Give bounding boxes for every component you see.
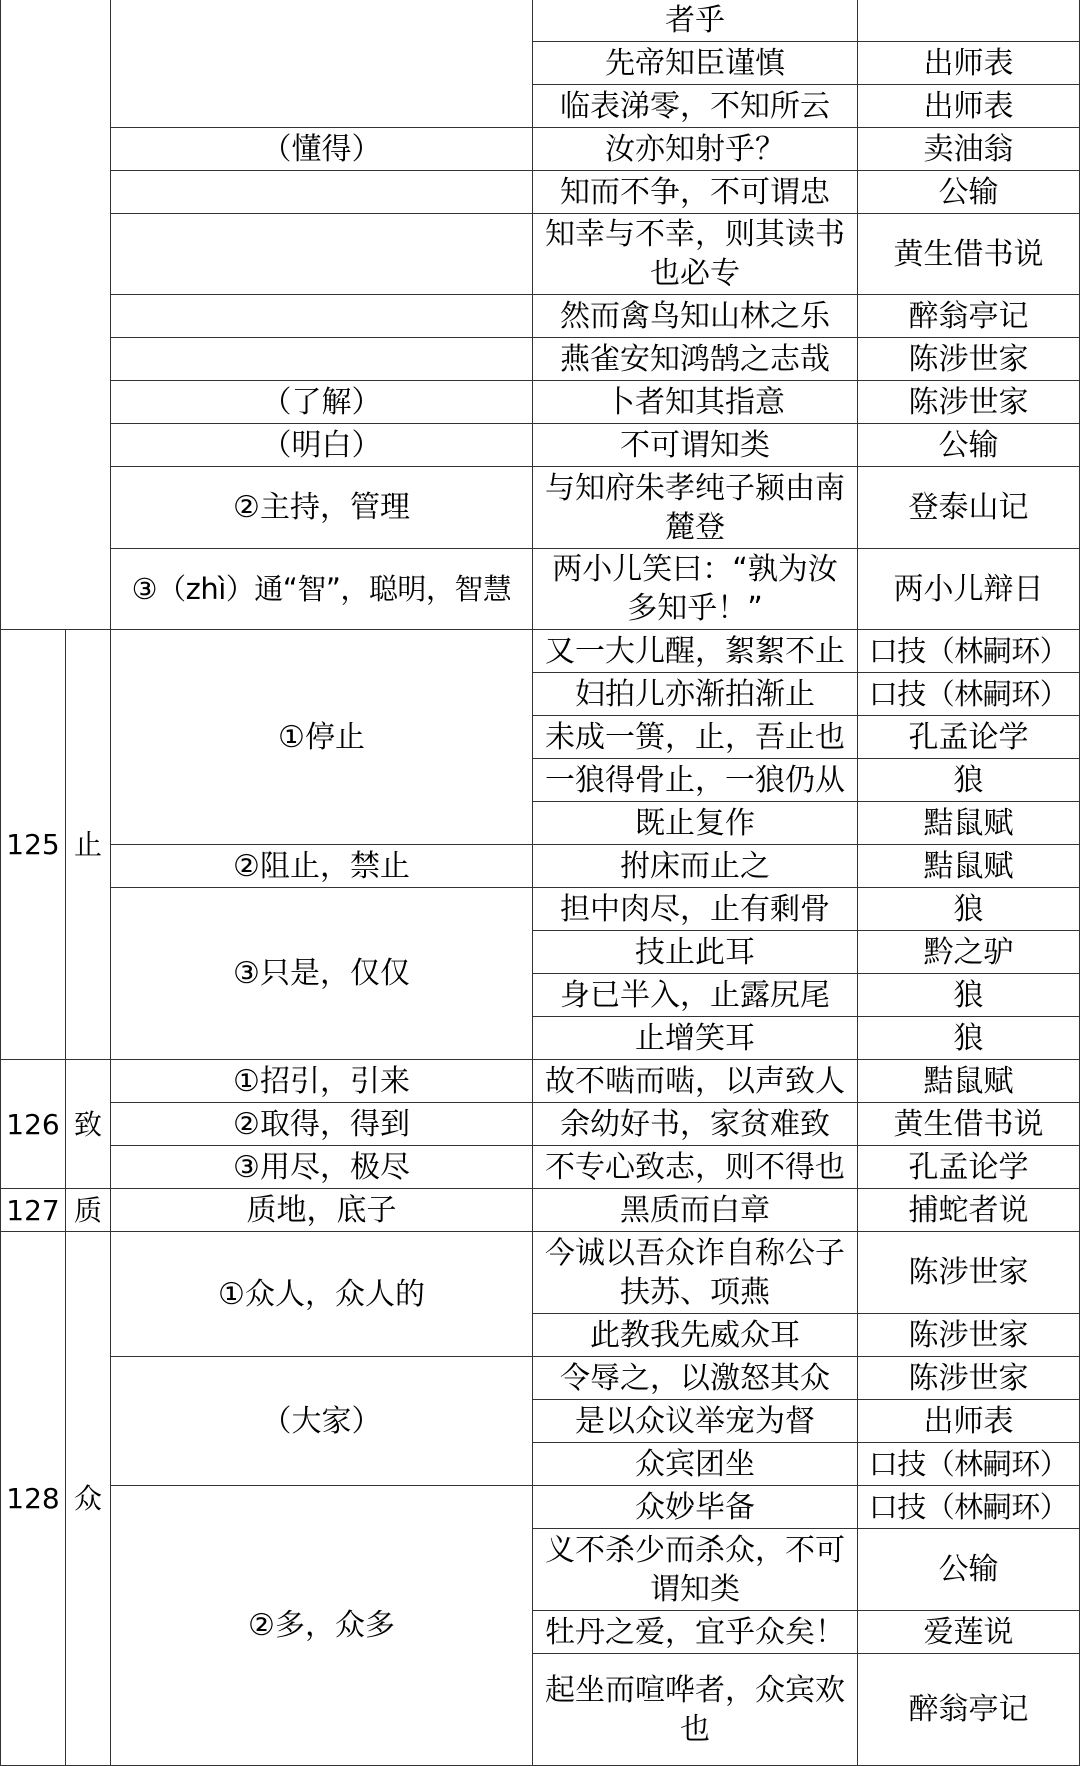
sense-label: ①众人，众人的 <box>111 1232 533 1357</box>
sense-label: ③只是，仅仅 <box>111 888 533 1060</box>
source-text: 狼 <box>858 888 1080 931</box>
example-sentence: 牡丹之爱，宜乎众矣！ <box>533 1611 858 1654</box>
source-text: 口技（林嗣环） <box>858 630 1080 673</box>
source-text: 黠鼠赋 <box>858 1060 1080 1103</box>
entry-character: 质 <box>66 1189 111 1232</box>
source-text: 爱莲说 <box>858 1611 1080 1654</box>
source-text: 醉翁亭记 <box>858 1654 1080 1766</box>
example-sentence: 先帝知臣谨慎 <box>533 42 858 85</box>
example-sentence: 又一大儿醒，絮絮不止 <box>533 630 858 673</box>
example-sentence: 令辱之，以激怒其众 <box>533 1357 858 1400</box>
sense-label: ②阻止，禁止 <box>111 845 533 888</box>
example-sentence: 众妙毕备 <box>533 1486 858 1529</box>
sense-label: ③用尽，极尽 <box>111 1146 533 1189</box>
entry-number: 127 <box>0 1189 66 1232</box>
sense-label: ③（zhì）通“智”，聪明，智慧 <box>111 549 533 630</box>
entry-blank <box>0 0 111 630</box>
source-text: 公输 <box>858 1529 1080 1611</box>
example-sentence: 临表涕零，不知所云 <box>533 85 858 128</box>
source-text: 狼 <box>858 1017 1080 1060</box>
sense-label <box>111 338 533 381</box>
source-text: 陈涉世家 <box>858 1232 1080 1314</box>
source-text: 黠鼠赋 <box>858 845 1080 888</box>
sense-label <box>111 214 533 295</box>
example-sentence: 义不杀少而杀众，不可 谓知类 <box>533 1529 858 1611</box>
entry-number: 128 <box>0 1232 66 1766</box>
source-text: 口技（林嗣环） <box>858 673 1080 716</box>
entry-character: 止 <box>66 630 111 1060</box>
source-text: 口技（林嗣环） <box>858 1443 1080 1486</box>
source-text: 黔之驴 <box>858 931 1080 974</box>
example-sentence: 不专心致志，则不得也 <box>533 1146 858 1189</box>
example-sentence: 技止此耳 <box>533 931 858 974</box>
entry-number: 125 <box>0 630 66 1060</box>
sense-label: （了解） <box>111 381 533 424</box>
sense-label: ②主持，管理 <box>111 467 533 549</box>
example-sentence: 汝亦知射乎？ <box>533 128 858 171</box>
source-text: 陈涉世家 <box>858 1357 1080 1400</box>
source-text: 陈涉世家 <box>858 1314 1080 1357</box>
source-text: 出师表 <box>858 85 1080 128</box>
sense-label: ②取得，得到 <box>111 1103 533 1146</box>
source-text: 狼 <box>858 759 1080 802</box>
example-sentence: 知幸与不幸，则其读书 也必专 <box>533 214 858 295</box>
example-sentence: 众宾团坐 <box>533 1443 858 1486</box>
example-sentence: 知而不争，不可谓忠 <box>533 171 858 214</box>
example-sentence: 既止复作 <box>533 802 858 845</box>
example-sentence: 者乎 <box>533 0 858 42</box>
example-sentence: 与知府朱孝纯子颍由南 麓登 <box>533 467 858 549</box>
source-text: 狼 <box>858 974 1080 1017</box>
source-text: 卖油翁 <box>858 128 1080 171</box>
source-text: 出师表 <box>858 42 1080 85</box>
example-sentence: 余幼好书，家贫难致 <box>533 1103 858 1146</box>
source-text: 黄生借书说 <box>858 1103 1080 1146</box>
source-text: 孔孟论学 <box>858 1146 1080 1189</box>
entry-character: 致 <box>66 1060 111 1189</box>
source-text: 陈涉世家 <box>858 338 1080 381</box>
example-sentence: 未成一篑，止，吾止也 <box>533 716 858 759</box>
sense-label: （懂得） <box>111 128 533 171</box>
example-sentence: 拊床而止之 <box>533 845 858 888</box>
example-sentence: 担中肉尽，止有剩骨 <box>533 888 858 931</box>
sense-label: ①停止 <box>111 630 533 845</box>
example-sentence: 故不啮而啮，以声致人 <box>533 1060 858 1103</box>
sense-label <box>111 171 533 214</box>
sense-label: ②多，众多 <box>111 1486 533 1766</box>
sense-label: （明白） <box>111 424 533 467</box>
example-sentence: 身已半入，止露尻尾 <box>533 974 858 1017</box>
source-text: 黄生借书说 <box>858 214 1080 295</box>
example-sentence: 此教我先威众耳 <box>533 1314 858 1357</box>
example-sentence: 起坐而喧哗者，众宾欢 也 <box>533 1654 858 1766</box>
source-text: 出师表 <box>858 1400 1080 1443</box>
entry-number: 126 <box>0 1060 66 1189</box>
source-text: 陈涉世家 <box>858 381 1080 424</box>
sense-label: 质地，底子 <box>111 1189 533 1232</box>
sense-label: （大家） <box>111 1357 533 1486</box>
source-text: 醉翁亭记 <box>858 295 1080 338</box>
sense-label <box>111 0 533 128</box>
example-sentence: 两小儿笑曰：“孰为汝 多知乎！” <box>533 549 858 630</box>
example-sentence: 卜者知其指意 <box>533 381 858 424</box>
entry-character: 众 <box>66 1232 111 1766</box>
source-text <box>858 0 1080 42</box>
source-text: 黠鼠赋 <box>858 802 1080 845</box>
example-sentence: 黑质而白章 <box>533 1189 858 1232</box>
source-text: 登泰山记 <box>858 467 1080 549</box>
sense-label <box>111 295 533 338</box>
source-text: 孔孟论学 <box>858 716 1080 759</box>
example-sentence: 一狼得骨止，一狼仍从 <box>533 759 858 802</box>
example-sentence: 不可谓知类 <box>533 424 858 467</box>
source-text: 两小儿辩日 <box>858 549 1080 630</box>
example-sentence: 然而禽鸟知山林之乐 <box>533 295 858 338</box>
example-sentence: 是以众议举宠为督 <box>533 1400 858 1443</box>
example-sentence: 妇拍儿亦渐拍渐止 <box>533 673 858 716</box>
sense-label: ①招引，引来 <box>111 1060 533 1103</box>
example-sentence: 今诚以吾众诈自称公子 扶苏、项燕 <box>533 1232 858 1314</box>
example-sentence: 止增笑耳 <box>533 1017 858 1060</box>
source-text: 口技（林嗣环） <box>858 1486 1080 1529</box>
source-text: 捕蛇者说 <box>858 1189 1080 1232</box>
source-text: 公输 <box>858 171 1080 214</box>
source-text: 公输 <box>858 424 1080 467</box>
example-sentence: 燕雀安知鸿鹄之志哉 <box>533 338 858 381</box>
